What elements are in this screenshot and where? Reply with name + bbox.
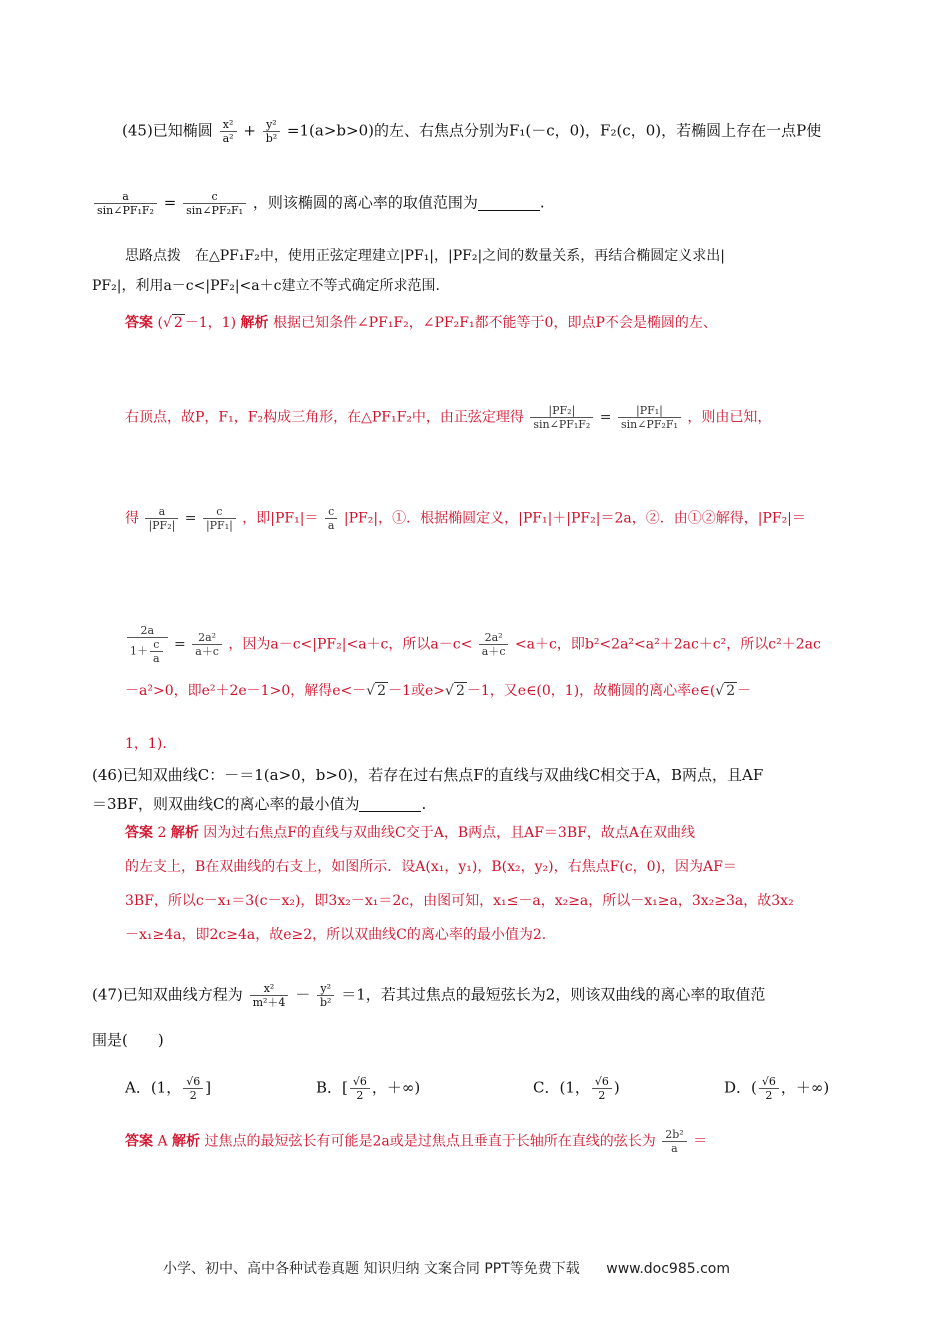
a46-line2: 的左支上，B在双曲线的右支上，如图所示．设A(x₁，y₁)，B(x₂，y₂)，右焦点F(c，0)，因为AF＝ xyxy=(125,859,737,875)
a45-line4 xyxy=(125,624,821,665)
footer-text: 小学、初中、高中各种试卷真题 知识归纳 文案合同 PPT等免费下载 xyxy=(163,1261,580,1277)
den: 2 xyxy=(759,1088,779,1102)
num: x² xyxy=(222,118,234,131)
text: <a＋c，即b²<2a²<a²＋2ac＋c²，所以c²＋2ac xyxy=(514,636,821,653)
num: c xyxy=(216,505,223,518)
a47-line1 xyxy=(125,1128,707,1155)
num: c xyxy=(211,190,218,203)
text: －a²>0，即e²＋2e－1>0，解得e<－ xyxy=(125,683,367,699)
num: √6 xyxy=(186,1075,201,1088)
option-c[interactable] xyxy=(533,1075,620,1102)
answer-value: A xyxy=(157,1133,168,1150)
text: A．(1， xyxy=(125,1078,182,1097)
fraction-sqrt6-2 xyxy=(350,1075,370,1102)
den: a xyxy=(325,518,338,532)
a46-line1 xyxy=(125,823,695,843)
option-d[interactable] xyxy=(724,1075,829,1102)
q47-line2: 围是( ) xyxy=(92,1031,164,1049)
fraction-sqrt6-2 xyxy=(592,1075,612,1102)
sqrt: √ 2 xyxy=(715,683,736,699)
fraction-2b2-a xyxy=(662,1128,686,1155)
radicand: 2 xyxy=(173,315,183,331)
num: 2a² xyxy=(484,631,503,644)
text: －1，1) xyxy=(184,315,237,331)
text: －1或e> xyxy=(388,683,446,699)
num: 2b² xyxy=(665,1128,684,1141)
num: y² xyxy=(320,982,332,995)
text: ，则该椭圆的离心率的取值范围为 xyxy=(252,193,478,212)
num: y² xyxy=(266,118,277,131)
q45-line1 xyxy=(122,118,821,145)
fraction-pf1-sin xyxy=(618,404,681,431)
text: 右顶点，故P，F₁，F₂构成三角形，在△PF₁F₂中，由正弦定理得 xyxy=(125,409,524,426)
sqrt: √ 2 xyxy=(366,683,387,699)
text: 过焦点的最短弦长有可能是2a或是过焦点且垂直于长轴所在直线的弦长为 xyxy=(204,1133,656,1150)
page-footer xyxy=(163,1258,730,1278)
text: C．(1， xyxy=(533,1078,590,1097)
den: sin∠PF₂F₁ xyxy=(618,417,681,431)
den: sin∠PF₂F₁ xyxy=(183,203,246,217)
text: ( xyxy=(157,315,163,331)
text: |PF₂|，①．根据椭圆定义，|PF₁|＋|PF₂|＝2a，②．由①②解得，|PF₂|＝ xyxy=(343,510,806,527)
fraction-sqrt6-2 xyxy=(183,1075,203,1102)
den: m²＋4 xyxy=(250,995,289,1009)
num: a xyxy=(122,190,129,203)
equals-sign: = xyxy=(163,193,177,212)
num: c xyxy=(328,505,335,518)
answer-blank xyxy=(478,195,540,211)
equals-sign: ＝ xyxy=(693,1133,708,1150)
den: b² xyxy=(263,131,280,145)
answer-label: 答案 xyxy=(125,825,153,841)
footer-link[interactable]: www.doc985.com xyxy=(606,1261,730,1277)
answer-value: 2 xyxy=(157,825,167,841)
den-part: 1＋ xyxy=(130,644,148,658)
radicand: 2 xyxy=(377,683,387,699)
den: a＋c xyxy=(192,644,222,658)
den: |PF₂| xyxy=(145,518,178,532)
text: 得 xyxy=(125,510,139,527)
den: 2 xyxy=(183,1088,203,1102)
den: 2 xyxy=(350,1088,370,1102)
text: =1(a>b>0)的左、右焦点分别为F₁(－c，0)，F₂(c，0)，若椭圆上存在一点P使 xyxy=(286,121,822,140)
text: ] xyxy=(205,1078,212,1097)
fraction-x2-m2 xyxy=(250,982,289,1009)
equals-sign: = xyxy=(174,636,186,653)
sqrt: √ 2 xyxy=(162,315,183,331)
minus-sign: － xyxy=(295,985,311,1004)
answer-label: 答案 xyxy=(125,315,153,331)
a46-line4: －x₁≥4a，即2c≥4a，故e≥2，所以双曲线C的离心率的最小值为2. xyxy=(125,927,547,943)
fraction-2a2-apc-b xyxy=(479,631,509,658)
q46-line2 xyxy=(92,794,426,814)
a45-line3 xyxy=(125,505,806,532)
equals-sign: = xyxy=(184,510,197,527)
answer-blank xyxy=(359,796,421,812)
num: |PF₂| xyxy=(548,404,576,417)
radicand: 2 xyxy=(726,683,736,699)
fraction-y2-b2 xyxy=(263,118,280,145)
den: sin∠PF₁F₂ xyxy=(530,417,593,431)
answer-label: 答案 xyxy=(125,1133,153,1150)
text: D．( xyxy=(724,1078,757,1097)
fraction-c-a xyxy=(325,505,338,532)
q45-line2 xyxy=(92,190,545,217)
period: . xyxy=(421,795,427,813)
fraction-x2-a2 xyxy=(220,118,237,145)
text: B．[ xyxy=(316,1078,348,1097)
text: －1，又e∈(0，1)，故椭圆的离心率e∈( xyxy=(466,683,716,699)
num: √6 xyxy=(594,1075,609,1088)
fraction-2a-complex xyxy=(127,624,168,665)
period: . xyxy=(539,193,545,212)
den: sin∠PF₁F₂ xyxy=(94,203,157,217)
option-b[interactable] xyxy=(316,1075,420,1102)
text: ，＋∞) xyxy=(371,1078,421,1097)
fraction-y2-b2 xyxy=(317,982,334,1009)
num: |PF₁| xyxy=(636,404,663,417)
text: 根据已知条件∠PF₁F₂，∠PF₂F₁都不能等于0，即点P不会是椭圆的左、 xyxy=(272,315,717,331)
num: a xyxy=(158,505,166,518)
den: |PF₁| xyxy=(203,518,236,532)
a46-line3: 3BF，所以c－x₁＝3(c－x₂)，即3x₂－x₁＝2c，由图可知，x₁≤－a，x₂≥a，所以－x₁≥a，3x₂≥3a，故3x₂ xyxy=(125,893,794,909)
a45-line1 xyxy=(125,313,717,333)
fraction-2a2-apc xyxy=(192,631,222,658)
num: √6 xyxy=(352,1075,367,1088)
text: ) xyxy=(613,1078,620,1097)
num: 2a xyxy=(140,624,155,637)
den: 2 xyxy=(592,1088,612,1102)
a45-line5 xyxy=(125,681,751,701)
den: a xyxy=(150,651,163,665)
radicand: 2 xyxy=(455,683,465,699)
fraction-c-pf1 xyxy=(203,505,236,532)
text: ，即|PF₁|＝ xyxy=(242,510,319,527)
den: a＋c xyxy=(479,644,509,658)
den: a xyxy=(662,1141,686,1155)
analysis-label: 解析 xyxy=(172,1133,201,1150)
fraction-c-a-inner xyxy=(150,638,163,665)
fraction-a-pf2 xyxy=(145,505,178,532)
text: ，则由已知， xyxy=(687,409,772,426)
text: ＝3BF，则双曲线C的离心率的最小值为 xyxy=(92,795,360,813)
q46-line1: (46)已知双曲线C：－＝1(a>0，b>0)，若存在过右焦点F的直线与双曲线C相交于A，B两点，且AF xyxy=(92,766,764,784)
fraction-c-sin xyxy=(183,190,246,217)
analysis-label: 解析 xyxy=(240,315,269,331)
a45-line6: 1，1). xyxy=(125,736,167,752)
hint-line1: 思路点拨 在△PF₁F₂中，使用正弦定理建立|PF₁|，|PF₂|之间的数量关系，再结合椭圆定义求出| xyxy=(125,248,725,264)
den: a² xyxy=(220,131,237,145)
text: (45)已知椭圆 xyxy=(122,121,213,140)
den xyxy=(127,637,168,665)
sqrt: √ 2 xyxy=(445,683,465,699)
num: c xyxy=(153,638,160,651)
analysis-label: 解析 xyxy=(170,825,199,841)
fraction-sqrt6-2 xyxy=(759,1075,779,1102)
num: 2a² xyxy=(198,631,217,644)
plus-sign: + xyxy=(243,121,256,140)
fraction-pf2-sin xyxy=(530,404,593,431)
text: ，＋∞) xyxy=(780,1078,830,1097)
hint-line2: PF₂|，利用a－c<|PF₂|<a＋c建立不等式确定所求范围. xyxy=(92,278,440,294)
text: ，因为a－c<|PF₂|<a＋c，所以a－c< xyxy=(228,636,473,653)
text: ＝1，若其过焦点的最短弦长为2，则该双曲线的离心率的取值范 xyxy=(341,985,766,1004)
fraction-a-sin xyxy=(94,190,157,217)
num: √6 xyxy=(761,1075,776,1088)
num: x² xyxy=(263,982,275,995)
q47-line1 xyxy=(92,982,765,1009)
text: － xyxy=(737,683,752,699)
den: b² xyxy=(317,995,334,1009)
option-a[interactable] xyxy=(125,1075,211,1102)
text: 因为过右焦点F的直线与双曲线C交于A，B两点，且AF＝3BF，故点A在双曲线 xyxy=(203,825,695,841)
a45-line2 xyxy=(125,404,771,431)
text: (47)已知双曲线方程为 xyxy=(92,985,243,1004)
equals-sign: = xyxy=(599,409,612,426)
